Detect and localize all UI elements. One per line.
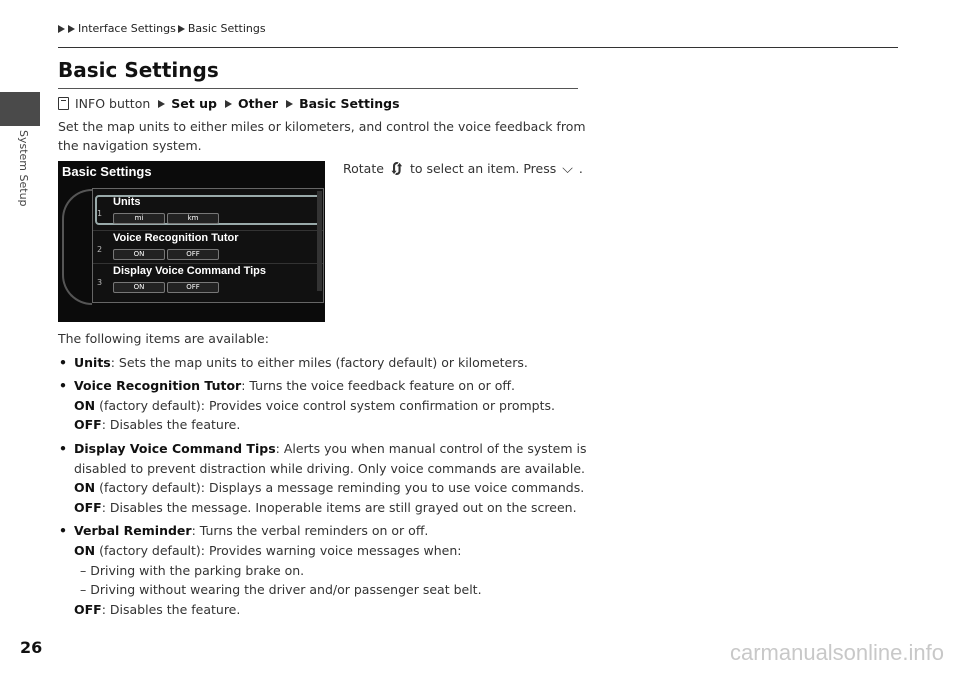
screen-bezel [62, 189, 92, 305]
item-name: Display Voice Command Tips [74, 440, 276, 456]
item-label: Units [113, 196, 141, 208]
option-desc: : Disables the message. Inoperable items are still grayed out on the screen. [101, 499, 577, 515]
intro-line: the navigation system. [58, 138, 202, 153]
item-desc: : Turns the verbal reminders on or off. [191, 523, 429, 539]
settings-panel [92, 188, 324, 303]
option-button: km [167, 213, 219, 224]
item-name: Units [74, 354, 111, 370]
item-desc: : Sets the map units to either miles (factory default) or kilometers. [110, 354, 528, 370]
arrow-icon [178, 25, 185, 33]
page-title: Basic Settings [58, 58, 219, 82]
breadcrumb-item[interactable]: Interface Settings [78, 22, 176, 35]
instruction-text: to select an item. Press [409, 161, 557, 176]
screen-item-voice-tutor [93, 230, 323, 261]
option-desc: : Disables the feature. [101, 417, 241, 433]
option-label: ON [74, 542, 96, 558]
arrow-icon [286, 100, 293, 108]
option-desc: (factory default): Provides voice control system confirmation or prompts. [95, 397, 556, 413]
option-label: ON [74, 397, 96, 413]
menu-path [58, 94, 400, 113]
section-tab-marker [0, 92, 40, 126]
option-label: OFF [74, 601, 102, 617]
sub-item: – Driving without wearing the driver and/or passenger seat belt. [80, 582, 482, 598]
watermark: carmanualsonline.info [729, 640, 944, 665]
scrollbar [317, 191, 322, 291]
option-button: mi [113, 213, 165, 224]
items-intro: The following items are available: [58, 331, 269, 346]
intro-line: Set the map units to either miles or kilometers, and control the voice feedback from [58, 119, 586, 134]
item-desc: : Alerts you when manual control of the system is [275, 440, 587, 456]
breadcrumb [58, 22, 266, 35]
title-divider [58, 88, 578, 89]
items-list [58, 329, 598, 619]
option-button: OFF [167, 282, 219, 293]
menu-path-step: Basic Settings [299, 96, 400, 111]
option-label: OFF [74, 499, 102, 515]
arrow-icon [225, 100, 232, 108]
section-side-label: System Setup [17, 130, 30, 207]
sub-item: – Driving with the parking brake on. [80, 562, 305, 578]
menu-path-button: INFO button [75, 96, 151, 111]
option-desc: (factory default): Provides warning voice messages when: [95, 542, 462, 558]
option-button: ON [113, 282, 165, 293]
item-desc-cont: disabled to prevent distraction while driving. Only voice commands are available. [74, 460, 585, 476]
instruction-text: . [578, 161, 583, 176]
item-command-tips [58, 439, 598, 459]
press-knob-icon: ⌵ [562, 160, 573, 177]
option-desc: : Disables the feature. [101, 601, 241, 617]
page-number: 26 [20, 638, 43, 657]
menu-path-step: Other [237, 96, 279, 111]
option-off [58, 600, 598, 620]
header-divider [58, 47, 898, 48]
screen-item-units [93, 195, 323, 225]
item-number: 1 [97, 209, 103, 218]
screen-item-command-tips [93, 263, 323, 294]
option-desc: (factory default): Displays a message reminding you to use voice commands. [95, 480, 585, 496]
arrow-icon [158, 100, 165, 108]
rotate-knob-icon: 🔄︎ [389, 162, 404, 178]
option-on [58, 396, 598, 416]
option-label: OFF [74, 417, 102, 433]
item-number: 2 [97, 245, 103, 254]
option-off [58, 415, 598, 435]
item-name: Verbal Reminder [74, 523, 192, 539]
screen-title: Basic Settings [62, 164, 152, 179]
option-off [58, 498, 598, 518]
option-button: ON [113, 249, 165, 260]
arrow-icon [68, 25, 75, 33]
instruction [343, 158, 583, 179]
option-label: ON [74, 480, 96, 496]
arrow-icon [58, 25, 65, 33]
option-on [58, 478, 598, 498]
option-on [58, 541, 598, 561]
menu-path-step: Set up [171, 96, 217, 111]
item-number: 3 [97, 278, 103, 287]
home-icon [58, 97, 69, 110]
breadcrumb-item[interactable]: Basic Settings [187, 22, 266, 35]
item-units [58, 353, 598, 373]
instruction-text: Rotate [343, 161, 384, 176]
item-name: Voice Recognition Tutor [74, 378, 242, 394]
nav-screen-image [58, 161, 325, 322]
item-desc: : Turns the voice feedback feature on or off. [241, 378, 515, 394]
item-verbal-reminder [58, 521, 598, 541]
item-label: Display Voice Command Tips [113, 265, 267, 277]
item-voice-tutor [58, 376, 598, 396]
intro-paragraph [58, 117, 586, 155]
item-label: Voice Recognition Tutor [113, 232, 239, 244]
option-button: OFF [167, 249, 219, 260]
